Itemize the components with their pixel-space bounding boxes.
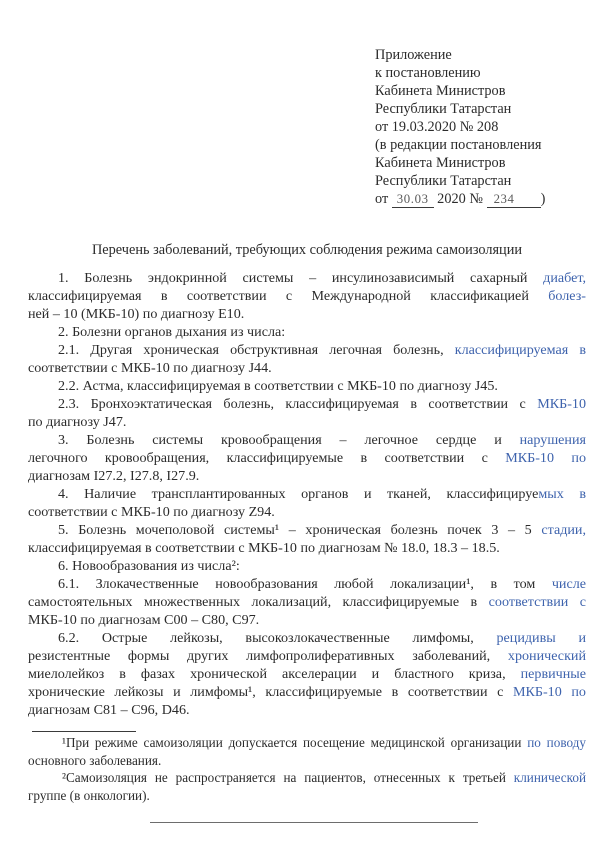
paragraph [28,557,586,575]
text-line [28,359,586,377]
text-segment: диагнозам I27.2, I27.8, I27.9. [28,468,200,484]
text-segment: соответствии с МКБ-10 по диагнозу J44. [28,360,272,376]
paragraph [28,323,586,341]
text-line [28,752,586,770]
text-line [28,413,586,431]
header-line: (в редакции постановления [375,137,542,153]
text-segment-blue-fringe: первичные [520,666,586,682]
text-line [28,539,586,557]
footnote-separator-rule [32,731,136,732]
text-segment-blue-fringe: болез- [548,288,586,304]
text-line [28,665,586,683]
amendment-line [375,190,605,208]
amendment-number-value: 234 [493,192,515,206]
amendment-date-value: 30.03 [396,192,429,206]
text-line [28,521,586,539]
text-segment-blue-fringe: нарушения [519,432,586,448]
text-segment: ¹При режиме самоизоляции допускается посещение медицинской организации [62,735,528,750]
text-segment: классифицируемая в соответствии с МКБ-10 по диагнозам № 18.0, 18.3 – 18.5. [28,540,500,556]
text-segment-blue-fringe: числе [551,576,586,592]
text-segment-blue-fringe: соответствии с [488,594,586,610]
paragraph [28,377,586,395]
text-segment: классифицируемая в соответствии с Международной классификацией [28,288,549,304]
header-line: Приложение [375,47,452,63]
paragraph [28,395,586,431]
text-segment: резистентные формы других лимфопролиферативных заболеваний, [28,648,508,664]
text-line [28,503,586,521]
text-segment: ней – 10 (МКБ-10) по диагнозу E10. [28,306,245,322]
text-line [28,431,586,449]
text-segment: 2.2. Астма, классифицируемая в соответствии с МКБ-10 по диагнозу J45. [58,378,498,394]
text-line [28,611,586,629]
text-segment: 4. Наличие трансплантированных органов и тканей, классифицируе [58,486,539,502]
amendment-number-underline [487,191,541,208]
text-segment: легочного кровообращения, классифицируемые в соответствии с [28,450,506,466]
text-segment: основного заболевания. [28,752,162,768]
text-segment-blue-fringe: классифицируемая в [454,342,587,358]
text-segment: хронические лейкозы и лимфомы¹, классифицируемые в соответствии с [28,684,513,700]
text-line [28,629,586,647]
paragraph [28,431,586,485]
text-line [28,769,586,787]
text-segment: 6. Новообразования из числа²: [58,558,240,574]
text-segment-blue-fringe: МКБ-10 по [505,450,586,466]
text-segment: 2.1. Другая хроническая обструктивная легочная болезнь, [58,342,455,358]
paragraph [28,269,586,323]
text-segment: диагнозам C81 – C96, D46. [28,702,190,718]
text-segment: 1. Болезнь эндокринной системы – инсулинозависимый сахарный [58,270,544,286]
text-line [28,269,586,287]
header-line: Кабинета Министров [375,83,506,99]
text-segment: 6.1. Злокачественные новообразования любой локализации¹, в том [58,576,552,592]
text-segment: самостоятельных множественных локализаций, классифицируемые в [28,594,489,610]
text-line [28,305,586,323]
text-line [28,593,586,611]
paragraph [28,575,586,629]
text-segment: ²Самоизоляция не распространяется на пациентов, отнесенных к третьей [62,770,514,785]
text-segment-blue-fringe: МКБ-10 [537,396,586,412]
text-line [28,647,586,665]
text-segment: группе (в онкологии). [28,787,150,803]
text-segment: МКБ-10 по диагнозам C00 – C80, C97. [28,612,260,628]
text-line [28,787,586,805]
paragraph [28,521,586,557]
text-segment-blue-fringe: стадии, [541,522,586,538]
text-segment-blue-fringe: диабет, [543,270,586,286]
text-segment-blue-fringe: хронический [507,648,586,664]
amendment-suffix: ) [540,191,546,207]
text-line [28,287,586,305]
text-line [28,734,586,752]
text-line [28,341,586,359]
text-segment: соответствии с МКБ-10 по диагнозу Z94. [28,504,275,520]
text-line [28,449,586,467]
text-segment: по диагнозу J47. [28,414,127,430]
text-line [28,557,586,575]
header-line: к постановлению [375,65,481,81]
header-line: Кабинета Министров [375,155,506,171]
text-segment-blue-fringe: рецидивы и [496,630,586,646]
text-line [28,323,586,341]
text-line [28,395,586,413]
paragraph [28,341,586,377]
header-line: от 19.03.2020 № 208 [375,119,499,135]
text-segment: миелолейкоз в фазах хронической акселерации и бластного криза, [28,666,521,682]
document-title: Перечень заболеваний, требующих соблюдения режима самоизоляции [91,242,523,258]
bottom-horizontal-rule [150,822,478,823]
paragraph [28,769,586,804]
text-segment: 2.3. Бронхоэктатическая болезнь, классифицируемая в соответствии с [58,396,538,412]
text-segment-blue-fringe: по поводу [527,735,586,750]
footnotes-block [28,734,586,804]
text-segment: 3. Болезнь системы кровообращения – легочное сердце и [58,432,520,448]
text-segment: 5. Болезнь мочеполовой системы¹ – хроническая болезнь почек 3 – 5 [58,522,542,538]
text-segment-blue-fringe: клинической [513,770,586,785]
amendment-middle: 2020 № [433,191,487,207]
appendix-reference-block [375,46,605,208]
text-segment: 6.2. Острые лейкозы, высокозлокачественные лимфомы, [58,630,497,646]
amendment-prefix: от [375,191,392,207]
paragraph [28,734,586,769]
text-line [28,377,586,395]
paragraph [28,485,586,521]
text-line [28,701,586,719]
amendment-date-underline [392,191,434,208]
text-segment-blue-fringe: мых в [538,486,586,502]
text-line [28,485,586,503]
text-segment-blue-fringe: МКБ-10 по [512,684,586,700]
text-line [28,467,586,485]
text-segment: 2. Болезни органов дыхания из числа: [58,324,286,340]
header-line: Республики Татарстан [375,173,512,189]
header-line: Республики Татарстан [375,101,512,117]
document-body [28,269,586,719]
text-line [28,683,586,701]
text-line [28,575,586,593]
paragraph [28,629,586,719]
